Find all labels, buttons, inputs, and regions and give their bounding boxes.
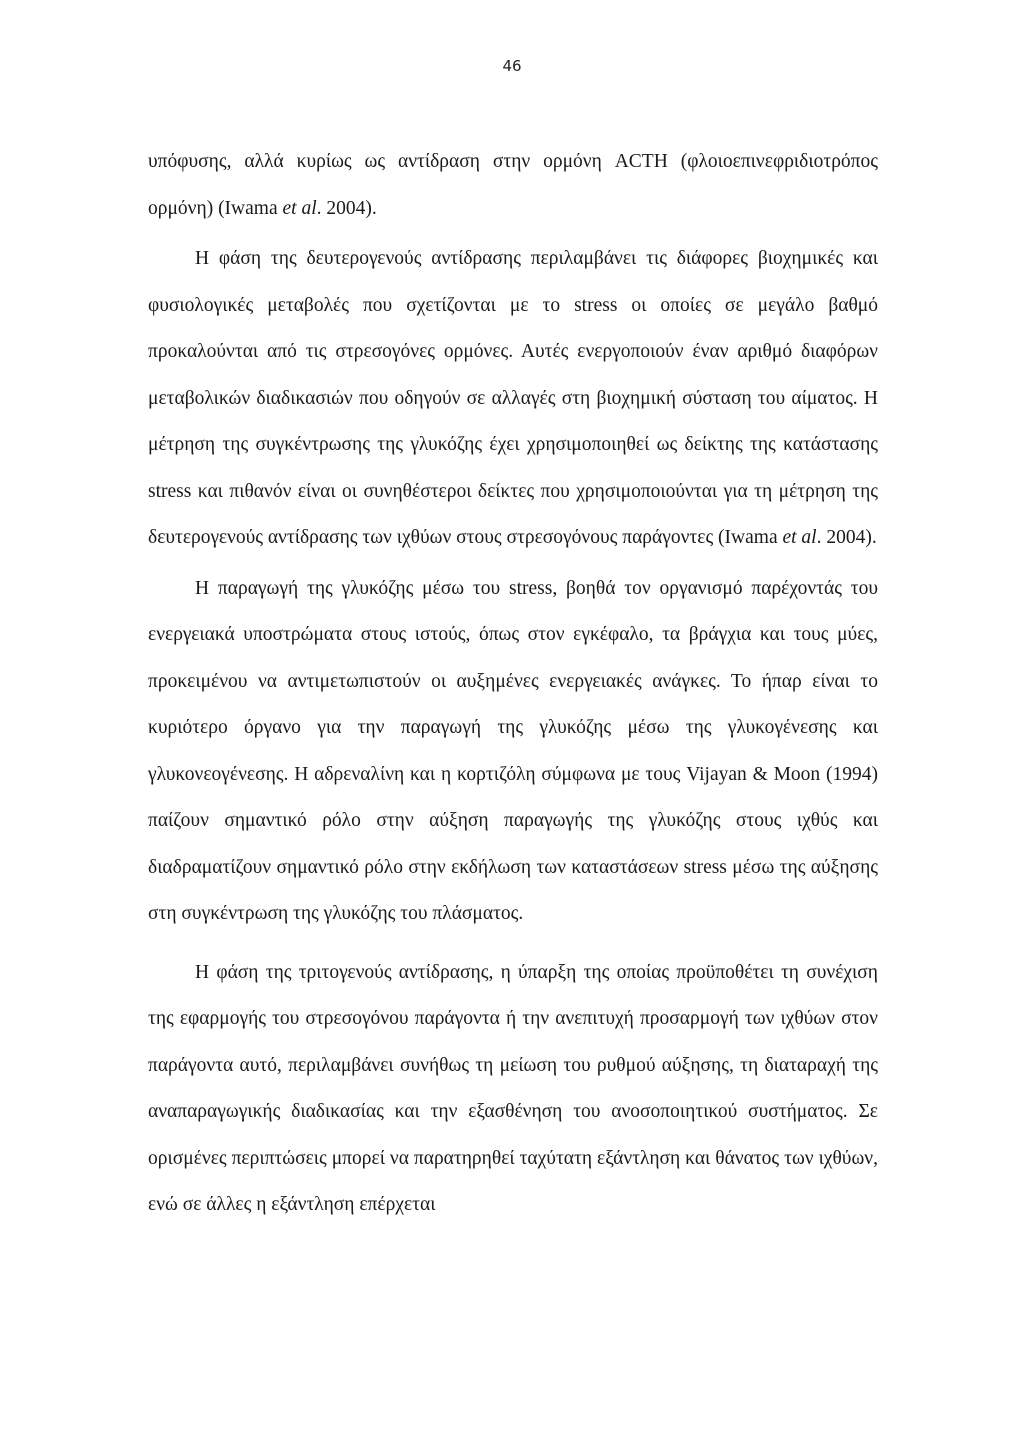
document-body [148, 139, 878, 1229]
paragraph-2-text-end: . 2004). [816, 527, 877, 548]
paragraph-1-text-end: . 2004). [316, 197, 377, 219]
paragraph-1-italic: et al [282, 197, 317, 219]
paragraph-2 [148, 236, 878, 562]
paragraph-1-text: υπόφυσης, αλλά κυρίως ως αντίδραση στην ορμόνη ACTH (φλοιοεπινεφριδιοτρόπος ορμόνη) (Iwama [148, 151, 878, 219]
paragraph-1 [148, 139, 878, 232]
page-number: 46 [502, 57, 522, 75]
paragraph-4: Η φάση της τριτογενούς αντίδρασης, η ύπαρξη της οποίας προϋποθέτει τη συνέχιση της εφαρμογής του στρεσογόνου παράγοντα ή την ανεπιτυχή προσαρμογή των ιχθύων στον παράγοντα αυτό, περιλαμβάνει συνήθως τη μείωση του ρυθμού αύξησης, τη διαταραχή της αναπαραγωγικής διαδικασίας και την εξασθένηση του ανοσοποιητικού συστήματος. Σε ορισμένες περιπτώσεις μπορεί να παρατηρηθεί ταχύτατη εξάντληση και θάνατος των ιχθύων, ενώ σε άλλες η εξάντληση επέρχεται [148, 961, 878, 1215]
paragraph-2-text: Η φάση της δευτερογενούς αντίδρασης περιλαμβάνει τις διάφορες βιοχημικές και φυσιολογικές μεταβολές που σχετίζονται με το stress οι οποίες σε μεγάλο βαθμό προκαλούνται από τις στρεσογόνες ορμόνες. Αυτές ενεργοποιούν έναν αριθμό διαφόρων μεταβολικών διαδικασιών που οδηγούν σε αλλαγές στη βιοχημική σύσταση του αίματος. Η μέτρηση της συγκέντρωσης της γλυκόζης έχει χρησιμοποιηθεί ως δείκτης της κατάστασης stress και πιθανόν είναι οι συνηθέστεροι δείκτες που χρησιμοποιούνται για τη μέτρηση της δευτερογενούς αντίδρασης των ιχθύων στους στρεσογόνους παράγοντες (Iwama [148, 248, 878, 548]
paragraph-3: Η παραγωγή της γλυκόζης μέσω του stress, βοηθά τον οργανισμό παρέχοντάς του ενεργειακά υποστρώματα στους ιστούς, όπως στον εγκέφαλο, τα βράγχια και τους μύες, προκειμένου να αντιμετωπιστούν οι αυξημένες ενεργειακές ανάγκες. Το ήπαρ είναι το κυριότερο όργανο για την παραγωγή της γλυκόζης μέσω της γλυκογένεσης και γλυκονεογένεσης. Η αδρεναλίνη και η κορτιζόλη σύμφωνα με τους Vijayan & Moon (1994) παίζουν σημαντικό ρόλο στην αύξηση παραγωγής της γλυκόζης στους ιχθύς και διαδραματίζουν σημαντικό ρόλο στην εκδήλωση των καταστάσεων stress μέσω της αύξησης στη συγκέντρωση της γλυκόζης του πλάσματος. [148, 577, 878, 924]
paragraph-2-italic: et al [782, 527, 817, 548]
